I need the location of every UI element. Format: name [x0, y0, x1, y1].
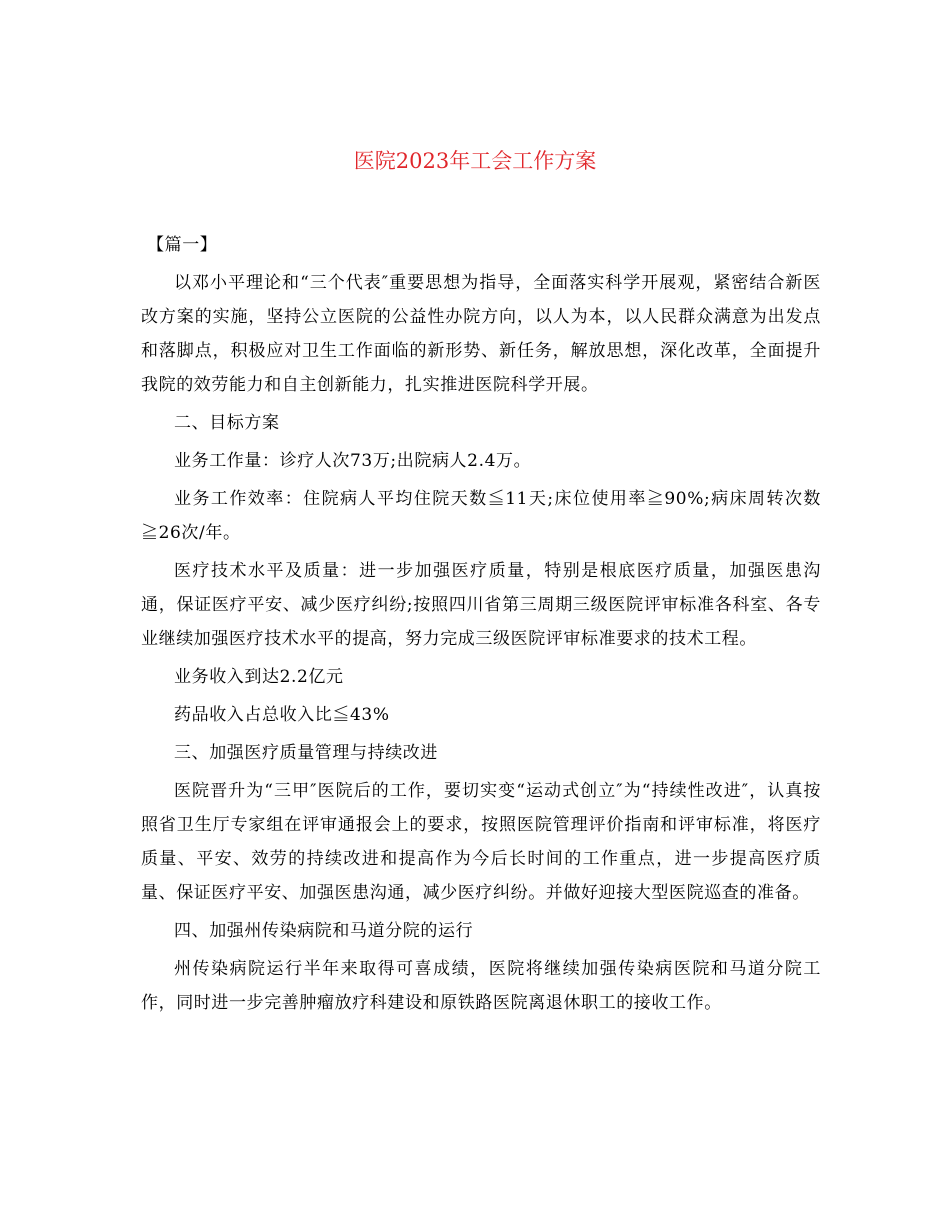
section-label: 【篇一】	[147, 235, 218, 255]
paragraph-workload: 业务工作量：诊疗人次73万;出院病人2.4万。	[174, 451, 532, 471]
heading-quality-management: 三、加强医疗质量管理与持续改进	[174, 743, 438, 763]
paragraph-continuous-improvement: 医院晋升为“三甲″医院后的工作，要切实变“运动式创立″为“持续性改进″，认真按照省卫生厅专家组在评审通报会上的要求，按照医院管理评价指南和评审标准，将医疗质量、平安、效劳的持续改进和提高作为今后长时间的工作重点，进一步提高医疗质量、保证医疗平安、加强医患沟通，减少医疗纠纷。并做好迎接大型医院巡查的准备。	[141, 781, 821, 903]
document-title: 医院2023年工会工作方案	[353, 149, 597, 173]
paragraph-revenue: 业务收入到达2.2亿元	[174, 667, 344, 687]
paragraph-guiding-principle: 以邓小平理论和“三个代表″重要思想为指导，全面落实科学开展观，紧密结合新医改方案的实施，坚持公立医院的公益性办院方向，以人为本，以人民群众满意为出发点和落脚点，积极应对卫生工作面临的新形势、新任务，解放思想，深化改革，全面提升我院的效劳能力和自主创新能力，扎实推进医院科学开展。	[141, 273, 821, 395]
paragraph-branch-operations: 州传染病院运行半年来取得可喜成绩，医院将继续加强传染病医院和马道分院工作，同时进一步完善肿瘤放疗科建设和原铁路医院离退休职工的接收工作。	[141, 959, 821, 1013]
document-body	[141, 228, 821, 1024]
heading-targets: 二、目标方案	[174, 413, 280, 433]
paragraph-quality: 医疗技术水平及质量：进一步加强医疗质量，特别是根底医疗质量，加强医患沟通，保证医疗平安、减少医疗纠纷;按照四川省第三周期三级医院评审标准各科室、各专业继续加强医疗技术水平的提高，努力完成三级医院评审标准要求的技术工程。	[141, 561, 821, 649]
heading-branch-operations: 四、加强州传染病院和马道分院的运行	[174, 921, 474, 941]
paragraph-efficiency: 业务工作效率：住院病人平均住院天数≦11天;床位使用率≧90%;病床周转次数≧26次/年。	[141, 489, 821, 543]
paragraph-drug-ratio: 药品收入占总收入比≦43%	[174, 705, 390, 725]
